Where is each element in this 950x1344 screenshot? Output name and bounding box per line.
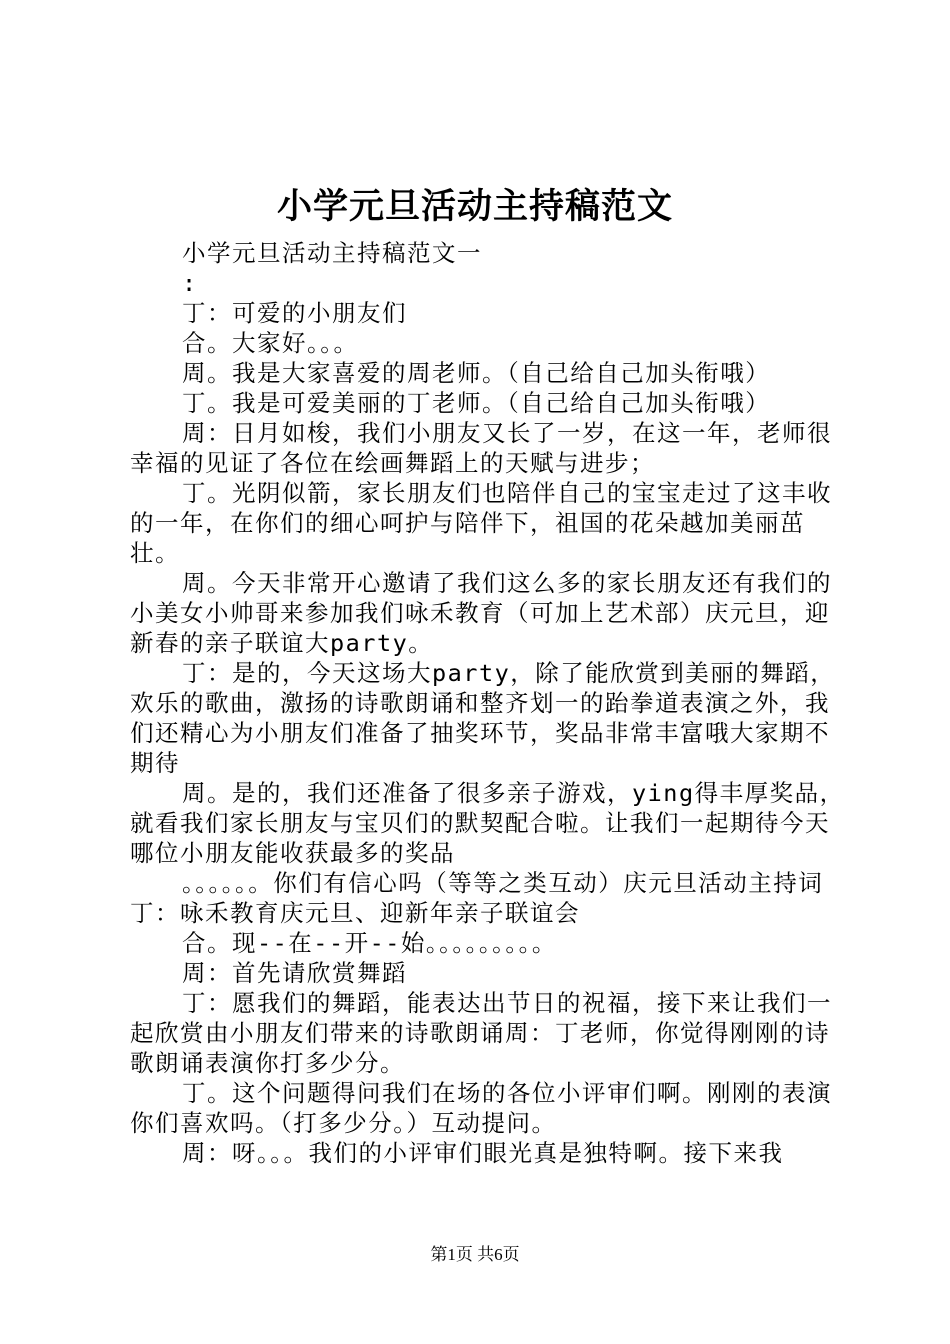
document-title: 小学元旦活动主持稿范文 — [276, 186, 673, 227]
paragraph: : — [182, 269, 198, 297]
paragraph: 周。我是大家喜爱的周老师。（自己给自己加头衔哦） — [182, 359, 771, 387]
document-body — [130, 238, 850, 1168]
paragraph: 周。是的，我们还准备了很多亲子游戏，ying得丰厚奖品，就看我们家长朋友与宝贝们的默契配合啦。让我们一起期待今天哪位小朋友能收获最多的奖品 — [130, 779, 845, 867]
paragraph: 周：日月如梭，我们小朋友又长了一岁，在这一年，老师很幸福的见证了各位在绘画舞蹈上的天赋与进步； — [130, 419, 832, 477]
paragraph: 丁。我是可爱美丽的丁老师。（自己给自己加头衔哦） — [182, 389, 771, 417]
paragraph: 丁：愿我们的舞蹈，能表达出节日的祝福，接下来让我们一起欣赏由小朋友们带来的诗歌朗诵周：丁老师，你觉得刚刚的诗歌朗诵表演你打多少分。 — [130, 989, 832, 1077]
page-number-footer: 第1页 共6页 — [430, 1245, 520, 1264]
paragraph: 丁：可爱的小朋友们 — [182, 299, 407, 327]
paragraph: 周：呀。。。我们的小评审们眼光真是独特啊。接下来我 — [182, 1139, 784, 1167]
paragraph: 合。现--在--开--始。。。。。。。。。 — [182, 929, 557, 957]
paragraph: 周。今天非常开心邀请了我们这么多的家长朋友还有我们的小美女小帅哥来参加我们咏禾教育（可加上艺术部）庆元旦，迎新春的亲子联谊大party。 — [130, 569, 832, 657]
paragraph: 丁。光阴似箭，家长朋友们也陪伴自己的宝宝走过了这丰收的一年，在你们的细心呵护与陪伴下，祖国的花朵越加美丽茁壮。 — [130, 479, 832, 567]
paragraph: 周：首先请欣赏舞蹈 — [182, 959, 407, 987]
paragraph: 合。大家好。。。 — [182, 329, 359, 357]
paragraph: 。。。。。。你们有信心吗（等等之类互动）庆元旦活动主持词丁：咏禾教育庆元旦、迎新年亲子联谊会 — [130, 869, 824, 927]
paragraph: 丁：是的，今天这场大party，除了能欣赏到美丽的舞蹈，欢乐的歌曲，激扬的诗歌朗诵和整齐划一的跆拳道表演之外，我们还精心为小朋友们准备了抽奖环节，奖品非常丰富哦大家期不期待 — [130, 659, 836, 777]
paragraph: 小学元旦活动主持稿范文一 — [182, 239, 482, 267]
paragraph: 丁。这个问题得问我们在场的各位小评审们啊。刚刚的表演你们喜欢吗。（打多少分。）互动提问。 — [130, 1079, 832, 1137]
